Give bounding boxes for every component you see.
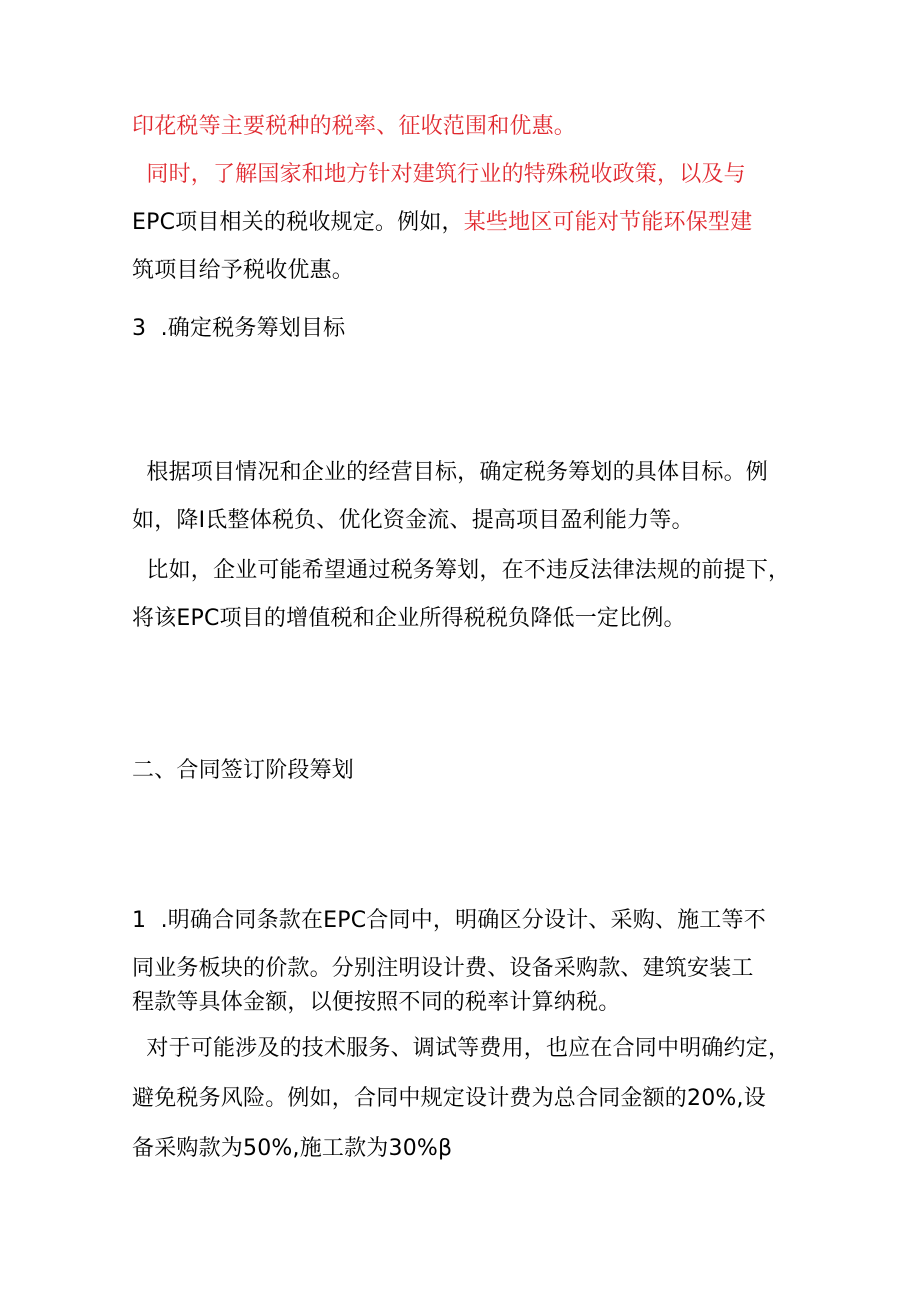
text-run: 程款等具体金额，以便按照不同的税率计算纳税。: [132, 990, 621, 1015]
text-line-14: [132, 1034, 790, 1064]
text-run: EPC项目相关的税收规定。例如，: [132, 210, 464, 235]
text-run: 对于可能涉及的技术服务、调试等费用，也应在合同中明确约定，: [132, 1036, 791, 1061]
text-run: 将该EPC项目的增值税和企业所得税税负降低一定比例。: [132, 606, 686, 631]
text-run: 如，降I氐整体税负、优化资金流、提高项目盈利能力等。: [132, 508, 694, 533]
text-line-12: [132, 954, 754, 984]
chapter-heading-2: [132, 756, 354, 786]
text-line-4: [132, 256, 354, 286]
text-run: 避免税务风险。例如，合同中规定设计费为总合同金额的20%,设: [132, 1086, 766, 1111]
text-run: 筑项目给予税收优惠。: [132, 258, 355, 283]
text-line-8: [132, 556, 790, 586]
text-run: 某些地区可能对节能环保型建: [463, 210, 753, 235]
text-run: 根据项目情况和企业的经营目标，确定税务筹划的具体目标。例: [132, 460, 768, 485]
text-run: 备采购款为50%,施工款为30%β: [132, 1136, 453, 1161]
text-run: 同业务板块的价款。分别注明设计费、设备采购款、建筑安装工: [132, 956, 754, 981]
text-line-16: [132, 1134, 452, 1164]
text-line-13: [132, 988, 620, 1018]
text-line-15: [132, 1084, 766, 1114]
text-line-9: [132, 604, 686, 634]
text-line-7: [132, 506, 694, 536]
text-line-2: [132, 160, 746, 190]
text-line-1: [132, 112, 576, 142]
text-run: 比如，企业可能希望通过税务筹划，在不违反法律法规的前提下，: [132, 558, 791, 583]
text-line-3: [132, 208, 752, 238]
text-run: 1 .明确合同条款在EPC合同中，明确区分设计、采购、施工等不: [132, 908, 766, 933]
text-run: 3 .确定税务筹划目标: [132, 316, 346, 341]
text-run: 同时，了解国家和地方针对建筑行业的特殊税收政策，以及与: [132, 162, 746, 187]
text-run: 二、合同签订阶段筹划: [132, 758, 355, 783]
text-run: 印花税等主要税种的税率、征收范围和优惠。: [132, 114, 577, 139]
section-heading-3: [132, 314, 345, 344]
text-line-11: [132, 906, 766, 936]
text-line-6: [132, 458, 768, 488]
